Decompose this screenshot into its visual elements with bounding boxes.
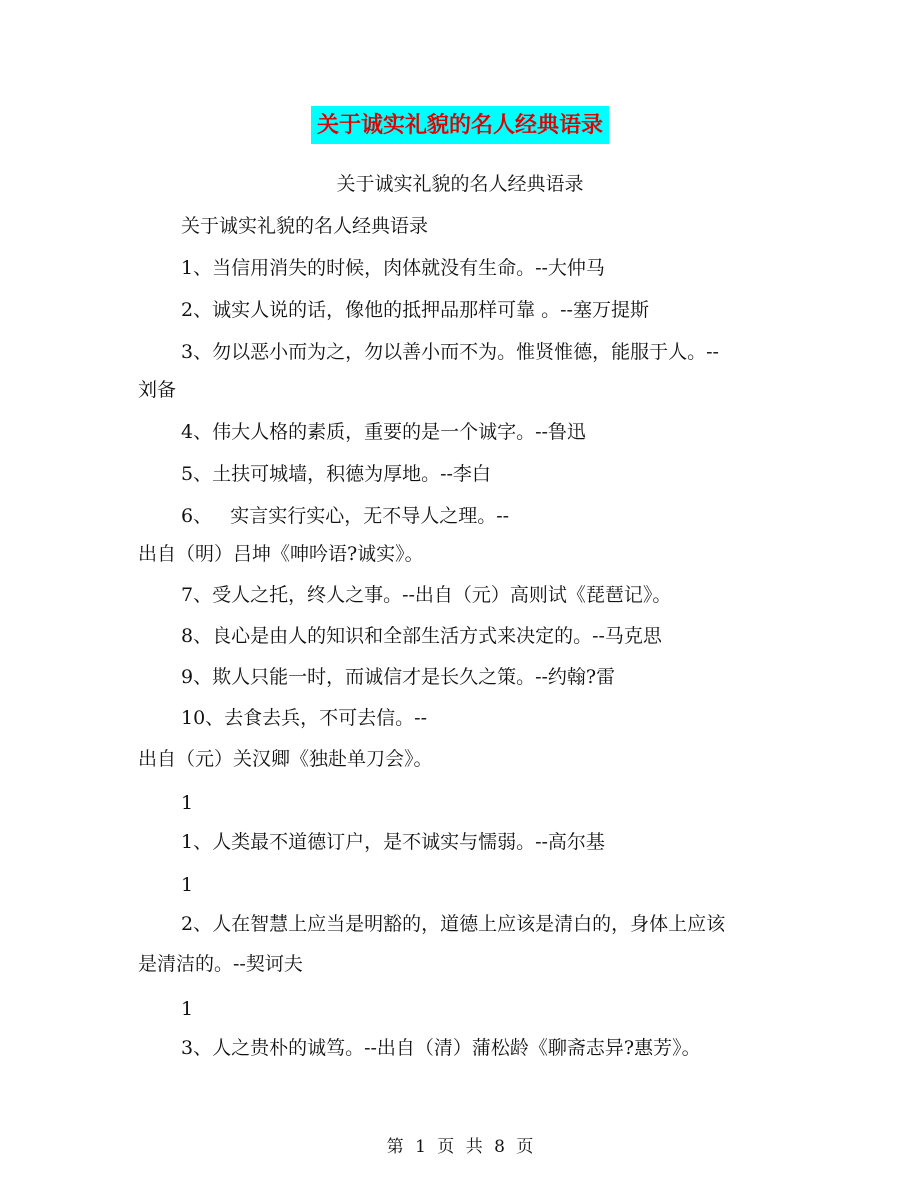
quote-line: 1、人类最不道德订户，是不诚实与懦弱。--高尔基 xyxy=(181,831,605,853)
document-title: 关于诚实礼貌的名人经典语录 xyxy=(311,106,609,144)
quote-line: 9、欺人只能一时，而诚信才是长久之策。--约翰?雷 xyxy=(181,666,616,688)
intro-line: 关于诚实礼貌的名人经典语录 xyxy=(181,215,429,237)
subtitle: 关于诚实礼貌的名人经典语录 xyxy=(336,173,584,195)
quote-line: 4、伟大人格的素质，重要的是一个诚字。--鲁迅 xyxy=(181,421,586,443)
quote-line: 10、去食去兵，不可去信。-- xyxy=(181,707,428,729)
quote-line: 1、当信用消失的时候，肉体就没有生命。--大仲马 xyxy=(181,257,605,279)
quote-line-continuation: 是清洁的。--契诃夫 xyxy=(138,953,303,975)
title-wrapper xyxy=(0,106,920,144)
quote-line: 8、良心是由人的知识和全部生活方式来决定的。--马克思 xyxy=(181,625,662,647)
quote-line: 2、诚实人说的话，像他的抵押品那样可靠 。--塞万提斯 xyxy=(181,299,649,321)
page-footer: 第 1 页 共 8 页 xyxy=(386,1137,534,1157)
quote-line: 3、勿以恶小而为之，勿以善小而不为。惟贤惟德，能服于人。-- xyxy=(181,341,719,363)
quote-line-continuation: 出自（元）关汉卿《独赴单刀会》。 xyxy=(138,748,433,770)
quote-line: 5、土扶可城墙，积德为厚地。--李白 xyxy=(181,463,491,485)
quote-line: 2、人在智慧上应当是明豁的，道德上应该是清白的，身体上应该 xyxy=(181,913,726,935)
section-number: 1 xyxy=(181,998,194,1020)
section-number: 1 xyxy=(181,874,194,896)
quote-line: 3、人之贵朴的诚笃。--出自（清）蒲松龄《聊斋志异?惠芳》。 xyxy=(181,1037,701,1059)
quote-line: 7、受人之托，终人之事。--出自（元）高则试《琵琶记》。 xyxy=(181,584,672,606)
quote-line: 6、 实言实行实心，无不导人之理。-- xyxy=(181,505,510,527)
section-number: 1 xyxy=(181,792,194,814)
quote-line-continuation: 出自（明）吕坤《呻吟语?诚实》。 xyxy=(138,543,424,565)
quote-line-continuation: 刘备 xyxy=(138,379,177,401)
